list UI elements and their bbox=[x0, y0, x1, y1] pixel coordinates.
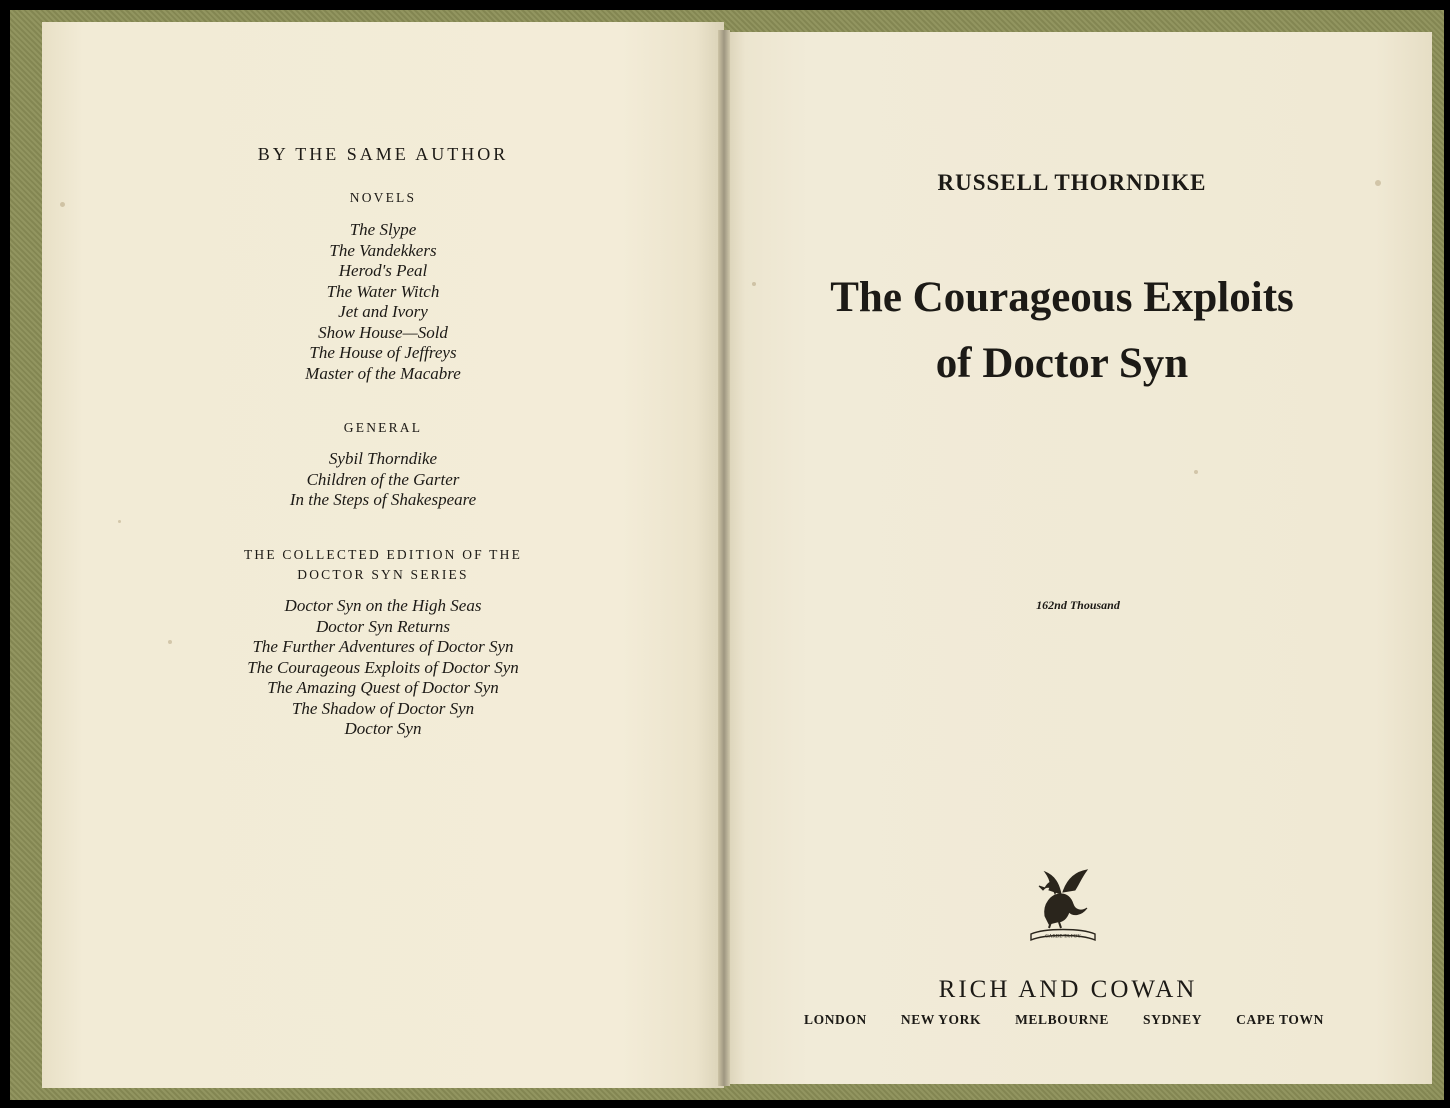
list-item: Show House—Sold bbox=[318, 322, 448, 342]
book-title bbox=[708, 265, 1416, 397]
list-item: Sybil Thorndike bbox=[328, 449, 438, 468]
list-item: Children of the Garter bbox=[306, 469, 460, 489]
series-list bbox=[42, 596, 724, 740]
left-page bbox=[42, 22, 724, 1088]
list-item: The Amazing Quest of Doctor Syn bbox=[267, 678, 499, 697]
title-line-1: The Courageous Exploits bbox=[830, 274, 1294, 321]
publisher-dragon-emblem-icon bbox=[1015, 850, 1111, 946]
list-item: Herod's Peal bbox=[338, 261, 428, 280]
right-page bbox=[724, 32, 1432, 1084]
general-list bbox=[42, 449, 724, 511]
list-item: The Further Adventures of Doctor Syn bbox=[252, 637, 514, 656]
list-item: The House of Jeffreys bbox=[309, 343, 457, 362]
city-sydney: SYDNEY bbox=[1143, 1012, 1203, 1027]
title-line-2: of Doctor Syn bbox=[935, 340, 1189, 387]
emblem-motto: GARDE TA FOY bbox=[1045, 934, 1081, 940]
by-same-author-heading: BY THE SAME AUTHOR bbox=[257, 144, 509, 164]
foxing-spot bbox=[1194, 470, 1198, 474]
publisher-name: RICH AND COWAN bbox=[938, 976, 1198, 1003]
list-item: The Shadow of Doctor Syn bbox=[291, 698, 475, 718]
book-gutter bbox=[718, 30, 730, 1086]
foxing-spot bbox=[118, 520, 121, 523]
printing-note: 162nd Thousand bbox=[1036, 598, 1120, 612]
city-new-york: NEW YORK bbox=[900, 1012, 982, 1027]
list-item: The Vandekkers bbox=[329, 240, 437, 260]
city-melbourne: MELBOURNE bbox=[1015, 1012, 1109, 1027]
novels-list bbox=[42, 220, 724, 384]
general-heading: GENERAL bbox=[343, 420, 423, 435]
list-item: The Slype bbox=[349, 220, 417, 239]
list-item: Doctor Syn Returns bbox=[315, 616, 451, 636]
author-name: RUSSELL THORNDIKE bbox=[937, 170, 1207, 195]
publisher-cities bbox=[804, 1012, 1324, 1028]
series-heading-line2: DOCTOR SYN SERIES bbox=[297, 567, 469, 582]
list-item: Doctor Syn bbox=[344, 719, 422, 738]
series-heading-line1: THE COLLECTED EDITION OF THE bbox=[243, 547, 523, 562]
list-item: The Water Witch bbox=[326, 281, 440, 301]
novels-heading: NOVELS bbox=[349, 190, 417, 205]
city-london: LONDON bbox=[804, 1012, 867, 1027]
list-item: The Courageous Exploits of Doctor Syn bbox=[247, 657, 519, 677]
list-item: Jet and Ivory bbox=[338, 302, 428, 321]
list-item: Doctor Syn on the High Seas bbox=[284, 596, 482, 615]
city-cape-town: CAPE TOWN bbox=[1236, 1012, 1324, 1027]
list-item: In the Steps of Shakespeare bbox=[289, 490, 477, 509]
list-item: Master of the Macabre bbox=[305, 363, 461, 383]
